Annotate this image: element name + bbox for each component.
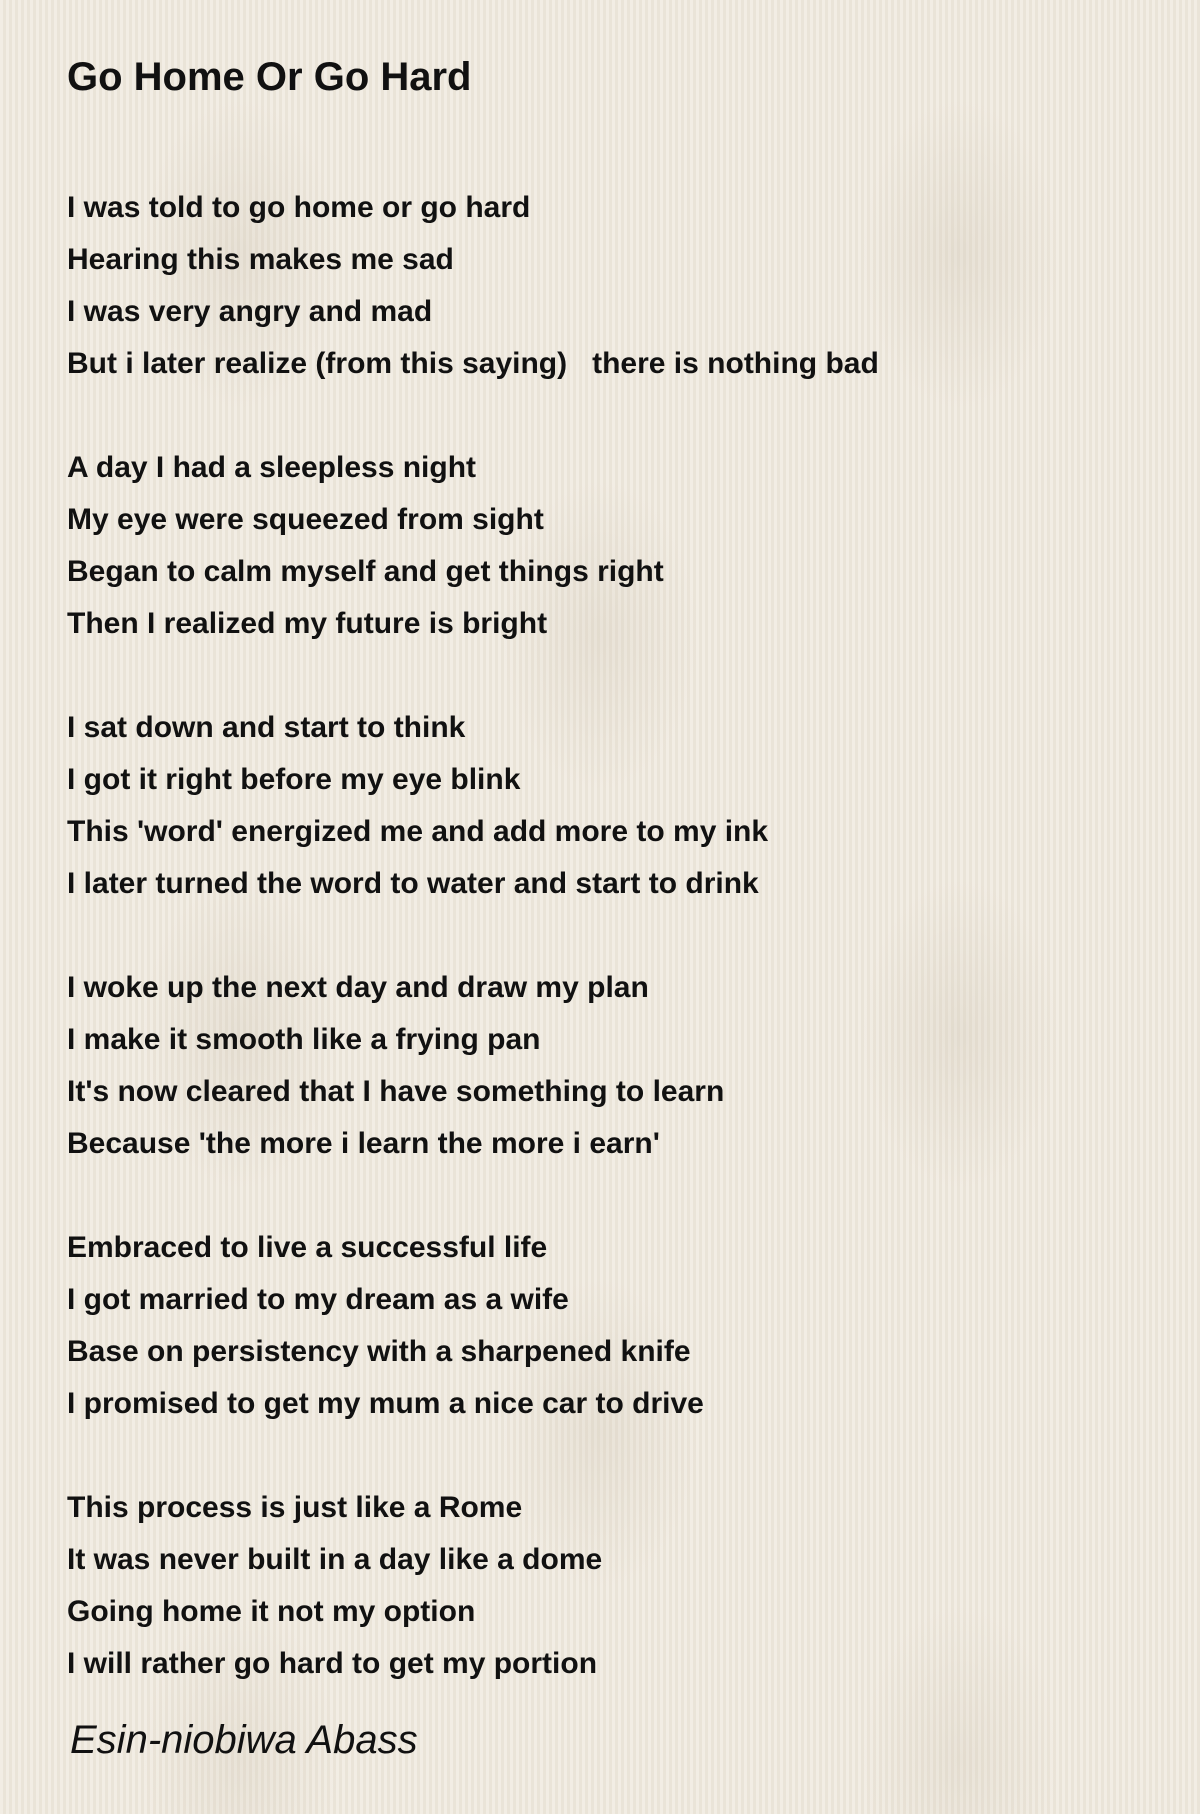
poem-line: A day I had a sleepless night xyxy=(67,451,477,484)
poem-line: I later turned the word to water and start to drink xyxy=(67,867,759,900)
poem-line: I was told to go home or go hard xyxy=(67,191,531,224)
poem-line: I got it right before my eye blink xyxy=(67,763,521,796)
poem-line: My eye were squeezed from sight xyxy=(67,503,544,536)
poem-line: Then I realized my future is bright xyxy=(67,607,548,640)
poem-line: I woke up the next day and draw my plan xyxy=(67,971,649,1004)
poem-line: I make it smooth like a frying pan xyxy=(67,1023,541,1056)
poem-line: Embraced to live a successful life xyxy=(67,1231,548,1264)
poem-line: I sat down and start to think xyxy=(67,711,466,744)
poem-line: I got married to my dream as a wife xyxy=(67,1283,569,1316)
poem-line: It's now cleared that I have something to learn xyxy=(67,1075,725,1108)
poem-line: I will rather go hard to get my portion xyxy=(67,1647,598,1680)
poem-line: I was very angry and mad xyxy=(67,295,433,328)
poem-page xyxy=(67,44,1147,1742)
poem-line: I promised to get my mum a nice car to drive xyxy=(67,1387,704,1420)
poem-line: But i later realize (from this saying) there is nothing bad xyxy=(67,347,879,380)
poem-line: Base on persistency with a sharpened knife xyxy=(67,1335,691,1368)
stanza-5 xyxy=(67,1222,1147,1430)
stanza-6 xyxy=(67,1482,1147,1690)
stanza-1 xyxy=(67,182,1147,390)
stanza-2 xyxy=(67,442,1147,650)
poem-line: Because 'the more i learn the more i earn' xyxy=(67,1127,660,1160)
poem-line: It was never built in a day like a dome xyxy=(67,1543,603,1576)
stanza-4 xyxy=(67,962,1147,1170)
poem-line: This 'word' energized me and add more to my ink xyxy=(67,815,769,848)
poem-title: Go Home Or Go Hard xyxy=(67,55,472,99)
poem-body xyxy=(67,182,1147,1690)
poem-line: Going home it not my option xyxy=(67,1595,476,1628)
poem-line: Hearing this makes me sad xyxy=(67,243,454,276)
poem-author: Esin-niobiwa Abass xyxy=(70,1718,418,1762)
poem-line: Began to calm myself and get things right xyxy=(67,555,664,588)
poem-line: This process is just like a Rome xyxy=(67,1491,523,1524)
stanza-3 xyxy=(67,702,1147,910)
